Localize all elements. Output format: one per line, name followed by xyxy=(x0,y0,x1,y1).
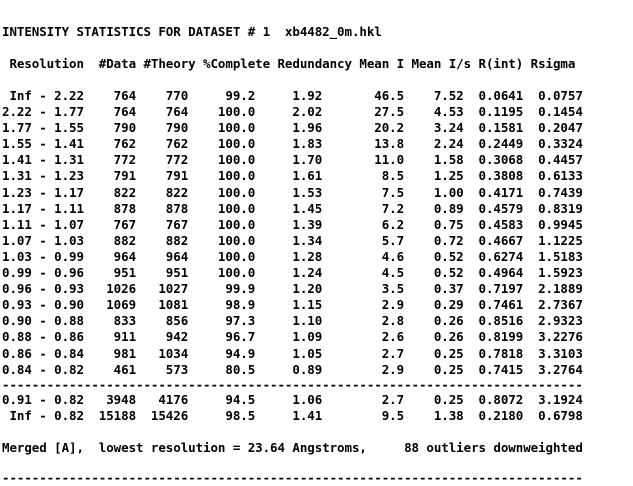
table-row: 0.84 - 0.82 461 573 80.5 0.89 2.9 0.25 0.7415 3.2764 xyxy=(2,361,583,377)
summary-table xyxy=(2,392,583,424)
table-row: 0.99 - 0.96 951 951 100.0 1.24 4.5 0.52 0.4964 1.5923 xyxy=(2,265,583,281)
table-row: 0.86 - 0.84 981 1034 94.9 1.05 2.7 0.25 0.7818 3.3103 xyxy=(2,345,583,361)
table-row: 1.55 - 1.41 762 762 100.0 1.83 13.8 2.24 0.2449 0.3324 xyxy=(2,136,583,152)
column-header: Resolution #Data #Theory %Complete Redundancy Mean I Mean I/s R(int) Rsigma xyxy=(2,56,576,71)
bottom-separator: ------------------------------------------------------------------------------ xyxy=(2,470,583,485)
table-row: Inf - 2.22 764 770 99.2 1.92 46.5 7.52 0.0641 0.0757 xyxy=(2,88,583,103)
table-row: 2.22 - 1.77 764 764 100.0 2.02 27.5 4.53 0.1195 0.1454 xyxy=(2,104,583,120)
table-row: 0.96 - 0.93 1026 1027 99.9 1.20 3.5 0.37 0.7197 2.1889 xyxy=(2,281,583,297)
table-row: 0.90 - 0.88 833 856 97.3 1.10 2.8 0.26 0.8516 2.9323 xyxy=(2,313,583,329)
summary-row: 0.91 - 0.82 3948 4176 94.5 1.06 2.7 0.25 0.8072 3.1924 xyxy=(2,392,583,407)
table-row: 1.17 - 1.11 878 878 100.0 1.45 7.2 0.89 0.4579 0.8319 xyxy=(2,200,583,216)
table-row: 1.23 - 1.17 822 822 100.0 1.53 7.5 1.00 0.4171 0.7439 xyxy=(2,184,583,200)
statistics-table xyxy=(2,88,583,378)
table-row: 1.03 - 0.99 964 964 100.0 1.28 4.6 0.52 0.6274 1.5183 xyxy=(2,248,583,264)
table-row: 1.31 - 1.23 791 791 100.0 1.61 8.5 1.25 0.3808 0.6133 xyxy=(2,168,583,184)
table-row: 1.07 - 1.03 882 882 100.0 1.34 5.7 0.72 0.4667 1.1225 xyxy=(2,232,583,248)
table-row: 1.11 - 1.07 767 767 100.0 1.39 6.2 0.75 0.4583 0.9945 xyxy=(2,216,583,232)
summary-row: Inf - 0.82 15188 15426 98.5 1.41 9.5 1.38 0.2180 0.6798 xyxy=(2,408,583,423)
table-row: 0.88 - 0.86 911 942 96.7 1.09 2.6 0.26 0.8199 3.2276 xyxy=(2,329,583,345)
table-row: 1.41 - 1.31 772 772 100.0 1.70 11.0 1.58 0.3068 0.4457 xyxy=(2,152,583,168)
table-row: 0.93 - 0.90 1069 1081 98.9 1.15 2.9 0.29 0.7461 2.7367 xyxy=(2,297,583,313)
merged-info-line: Merged [A], lowest resolution = 23.64 Angstroms, 88 outliers downweighted xyxy=(2,440,583,455)
dataset-title: INTENSITY STATISTICS FOR DATASET # 1 xb4482_0m.hkl xyxy=(2,24,382,39)
table-separator: ------------------------------------------------------------------------------ xyxy=(2,377,583,392)
table-row: 1.77 - 1.55 790 790 100.0 1.96 20.2 3.24 0.1581 0.2047 xyxy=(2,120,583,136)
